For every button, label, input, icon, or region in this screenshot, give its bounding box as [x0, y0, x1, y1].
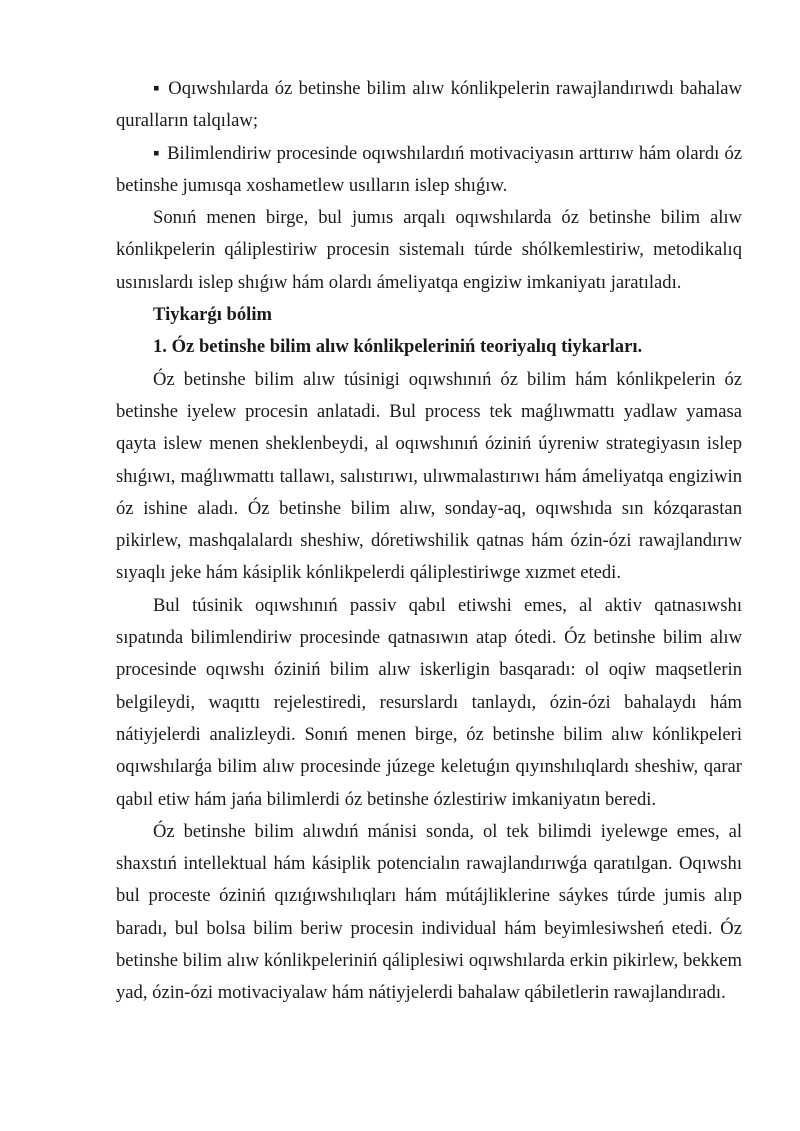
- body-paragraph: Óz betinshe bilim alıwdıń mánisi sonda, ol tek bilimdi iyelewge emes, al shaxstıń intellektual hám kásiplik potencialın rawajlandırıwǵa qaratılgan. Oqıwshı bul proceste óziniń qızıǵıwshılıqları hám mútájliklerine sáykes túrde jumis alıp baradı, bul bolsa bilim beriw procesin individual hám beyimlesiwsheń etedi. Óz betinshe bilim alıw kónlikpeleriniń qáliplesiwi oqıwshılarda erkin pikirlew, bekkem yad, ózin-ózi motivaciyalaw hám nátiyjelerdi bahalaw qábiletlerin rawajlandıradı.: [116, 820, 742, 1004]
- bullet-marker: ▪: [153, 78, 160, 99]
- body-paragraph: Bul túsinik oqıwshınıń passiv qabıl etiwshi emes, al aktiv qatnasıwshı sıpatında bilimlendiriw procesinde qatnasıwın atap ótedi. Óz betinshe bilim alıw procesinde oqıwshı óziniń bilim alıw iskerligin basqaradı: ol oqiw maqsetlerin belgileydi, waqıttı rejelestiredi, resurslardı tanlaydı, ózin-ózi bahalaydı hám nátiyjelerdi analizleydi. Sonıń menen birge, óz betinshe bilim alıw kónlikpeleri oqıwshılarǵa bilim alıw procesinde júzege keletuǵın qıyınshılıqlardı sheshiw, qarar qabıl etiw hám jańa bilimlerdi óz betinshe ózlestiriw imkaniyatın beredi.: [116, 594, 742, 810]
- bullet-marker: ▪: [153, 142, 160, 164]
- subsection-title: 1. Óz betinshe bilim alıw kónlikpeleriniń teoriyalıq tiykarları.: [153, 336, 643, 358]
- document-body: [116, 73, 742, 1010]
- body-paragraph: Óz betinshe bilim alıw túsinigi oqıwshınıń óz bilim hám kónlikpelerin óz betinshe iyelew procesin anlatadi. Bul process tek maǵlıwmattı yadlaw yamasa qayta islew menen sheklenbeydi, al oqıwshınıń óziniń úyreniw strategiyasın islep shıǵıwı, maǵlıwmattı tallawı, salıstırıwı, ulıwmalastırıwı hám ámeliyatqa engiziwin óz ishine aladı. Óz betinshe bilim alıw, sonday-aq, oqıwshıda sın kózqarastan pikirlew, mashqalalardı sheshiw, dóretiwshilik qatnas hám ózin-ózi rawajlandırıw sıyaqlı jeke hám kásiplik kónlikpelerdi qáliplestiriwge xızmet etedi.: [116, 368, 742, 584]
- bullet-text: Oqıwshılarda óz betinshe bilim alıw kónlikpelerin rawajlandırıwdı bahalaw quralların talqılaw;: [116, 78, 742, 132]
- bullet-item: [116, 73, 742, 138]
- intro-paragraph: Sonıń menen birge, bul jumıs arqalı oqıwshılarda óz betinshe bilim alıw kónlikpelerin qáliplestiriw procesin sistemalı túrde shólkemlestiriw, metodikalıq usınıslardı islep shıǵıw hám olardı ámeliyatqa engiziw imkaniyatı jaratıladı.: [116, 207, 742, 293]
- bullet-text: Bilimlendiriw procesinde oqıwshılardıń motivaciyasın arttırıw hám olardı óz betinshe jumısqa xoshametlew usılların islep shıǵıw.: [116, 142, 742, 196]
- bullet-item: [116, 138, 742, 203]
- section-title: Tiykarǵı bólim: [153, 304, 272, 326]
